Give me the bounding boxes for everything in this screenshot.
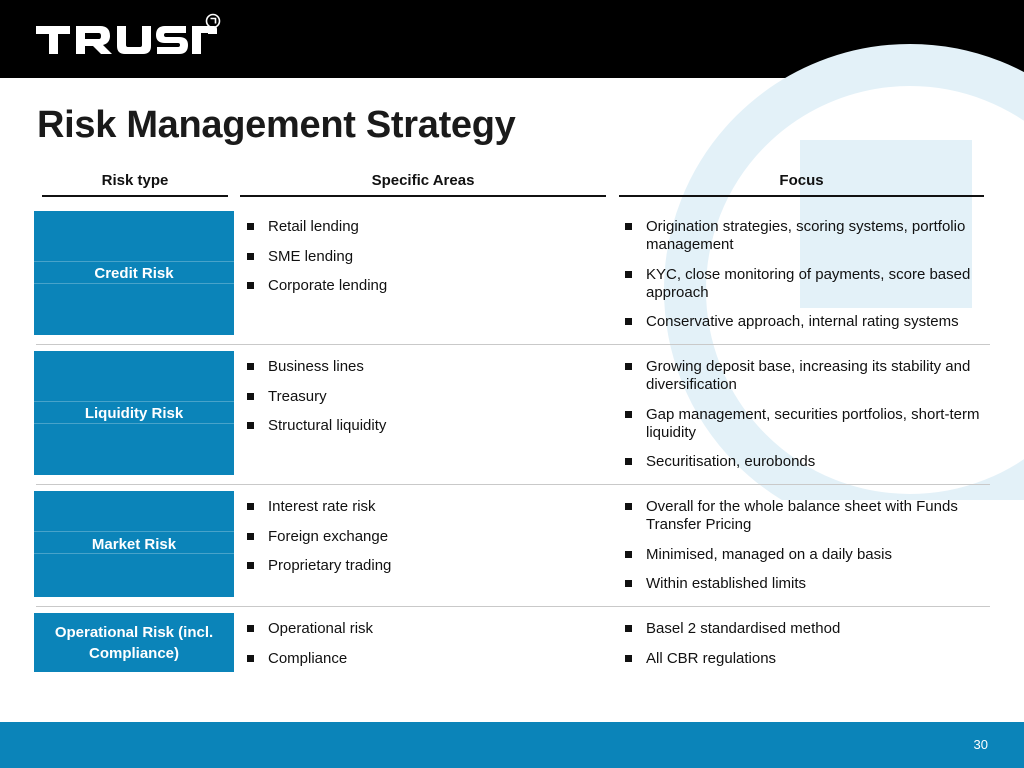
- column-header-focus: Focus: [619, 172, 984, 197]
- risk-type-label: Market Risk: [91, 535, 177, 553]
- focus-list-market: [621, 498, 991, 605]
- list-item: Basel 2 standardised method: [621, 620, 991, 638]
- focus-list-operational: [621, 620, 991, 679]
- list-item: Compliance: [243, 650, 583, 668]
- list-item: Gap management, securities portfolios, short-term liquidity: [621, 406, 991, 442]
- areas-list-liquidity: [243, 358, 583, 447]
- focus-list-credit: [621, 218, 991, 343]
- row-divider: [36, 484, 990, 485]
- list-item: Minimised, managed on a daily basis: [621, 546, 991, 564]
- risk-type-label: Credit Risk: [94, 264, 174, 282]
- list-item: Interest rate risk: [243, 498, 583, 516]
- list-item: SME lending: [243, 248, 583, 266]
- focus-list-liquidity: [621, 358, 991, 483]
- areas-list-market: [243, 498, 583, 587]
- list-item: Corporate lending: [243, 277, 583, 295]
- areas-list-operational: [243, 620, 583, 679]
- column-header-risk-type: Risk type: [42, 172, 228, 197]
- page-number: 30: [973, 737, 988, 752]
- row-divider: [36, 606, 990, 607]
- list-item: Structural liquidity: [243, 417, 583, 435]
- risk-type-operational: [34, 613, 234, 672]
- list-item: All CBR regulations: [621, 650, 991, 668]
- risk-type-label: Operational Risk (incl. Compliance): [54, 623, 214, 662]
- list-item: Proprietary trading: [243, 557, 583, 575]
- risk-type-credit: [34, 211, 234, 335]
- column-header-specific-areas: Specific Areas: [240, 172, 606, 197]
- areas-list-credit: [243, 218, 583, 307]
- list-item: Conservative approach, internal rating systems: [621, 313, 991, 331]
- list-item: Within established limits: [621, 575, 991, 593]
- list-item: Origination strategies, scoring systems, portfolio management: [621, 218, 991, 254]
- list-item: Retail lending: [243, 218, 583, 236]
- trust-logo: [36, 12, 226, 62]
- list-item: Foreign exchange: [243, 528, 583, 546]
- row-divider: [36, 344, 990, 345]
- footer-bar: [0, 722, 1024, 768]
- risk-type-label: Liquidity Risk: [84, 404, 184, 422]
- list-item: Operational risk: [243, 620, 583, 638]
- list-item: KYC, close monitoring of payments, score based approach: [621, 266, 991, 302]
- list-item: Treasury: [243, 388, 583, 406]
- list-item: Overall for the whole balance sheet with Funds Transfer Pricing: [621, 498, 991, 534]
- list-item: Business lines: [243, 358, 583, 376]
- list-item: Growing deposit base, increasing its stability and diversification: [621, 358, 991, 394]
- list-item: Securitisation, eurobonds: [621, 453, 991, 471]
- risk-type-liquidity: [34, 351, 234, 475]
- page-title: Risk Management Strategy: [37, 104, 516, 146]
- risk-type-market: [34, 491, 234, 597]
